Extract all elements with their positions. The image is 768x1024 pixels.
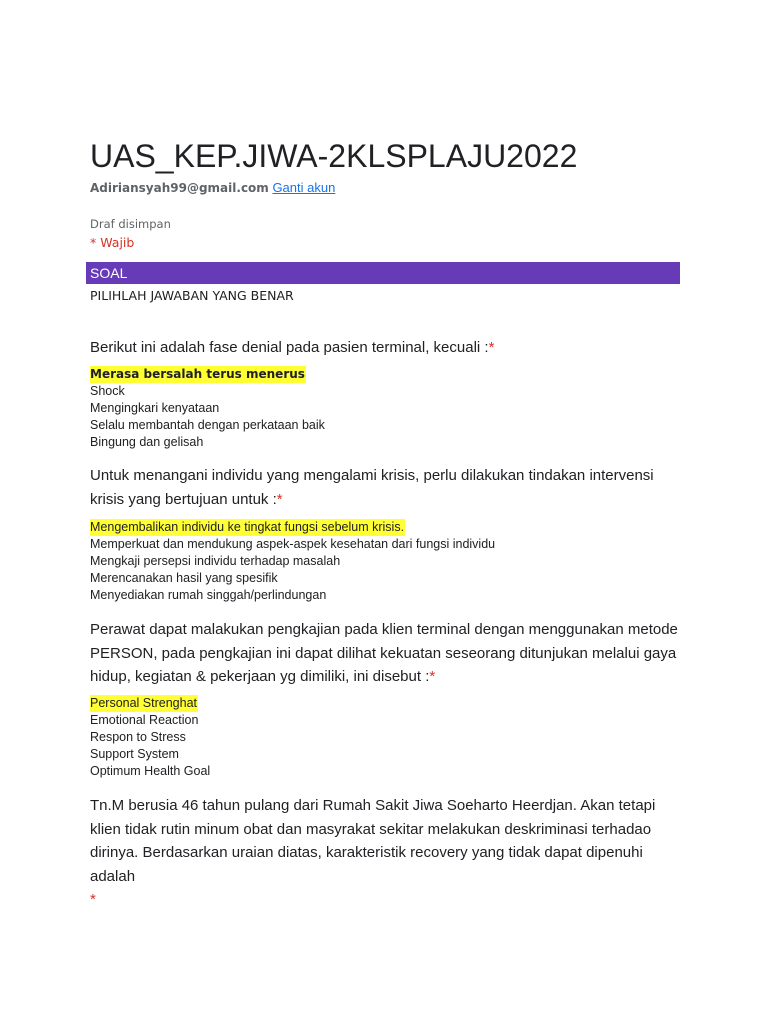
required-star: * [429, 668, 436, 685]
draft-status: Draf disimpan [90, 217, 171, 231]
option[interactable]: Mengingkari kenyataan [90, 401, 220, 415]
option[interactable]: Optimum Health Goal [90, 764, 211, 778]
question-3-options [90, 695, 210, 780]
question-1-text [90, 336, 680, 360]
option[interactable]: Support System [90, 747, 179, 761]
question-text: Untuk menangani individu yang mengalami krisis, perlu dilakukan tindakan intervensi krisis yang bertujuan untuk : [90, 467, 654, 508]
required-star: * [488, 339, 495, 356]
question-2-text [90, 464, 680, 511]
question-2-options [90, 519, 495, 604]
option[interactable]: Bingung dan gelisah [90, 435, 204, 449]
question-3-text [90, 618, 680, 689]
form-title: UAS_KEP.JIWA-2KLSPLAJU2022 [90, 138, 578, 174]
required-star: * [276, 490, 283, 508]
section-title: SOAL [90, 265, 128, 281]
option[interactable]: Menyediakan rumah singgah/perlindungan [90, 588, 327, 602]
option[interactable]: Emotional Reaction [90, 713, 199, 727]
section-header [86, 262, 680, 284]
option-selected[interactable]: Personal Strenghat [90, 696, 198, 710]
option[interactable]: Respon to Stress [90, 730, 186, 744]
required-star: * [90, 891, 96, 908]
question-1-options [90, 366, 325, 451]
option[interactable]: Merencanakan hasil yang spesifik [90, 571, 278, 585]
option[interactable]: Shock [90, 384, 125, 398]
account-line [90, 180, 335, 195]
question-text: Perawat dapat malakukan pengkajian pada klien terminal dengan menggunakan metode PERSON, pada pengkajian ini dapat dilihat kekuatan seseorang ditunjukan melalui gaya hidup, kegiatan & pekerjaan yg dimiliki, ini disebut : [90, 621, 678, 685]
question-text: Tn.M berusia 46 tahun pulang dari Rumah Sakit Jiwa Soeharto Heerdjan. Akan tetapi klien tidak rutin minum obat dan masyrakat sekitar melakukan deskriminasi terhadao dirinya. Berdasarkan uraian diatas, karakteristik recovery yang tidak dapat dipenuhi adalah [90, 797, 656, 885]
option[interactable]: Selalu membantah dengan perkataan baik [90, 418, 325, 432]
option-selected[interactable]: Mengembalikan individu ke tingkat fungsi sebelum krisis. [90, 520, 405, 534]
section-description: PILIHLAH JAWABAN YANG BENAR [90, 288, 294, 303]
question-4-text [90, 794, 680, 912]
option[interactable]: Mengkaji persepsi individu terhadap masalah [90, 554, 341, 568]
option-selected[interactable]: Merasa bersalah terus menerus [90, 367, 305, 381]
switch-account-link[interactable]: Ganti akun [272, 180, 336, 195]
question-text: Berikut ini adalah fase denial pada pasien terminal, kecuali : [90, 339, 489, 356]
required-note: * Wajib [90, 235, 135, 250]
account-email: Adiriansyah99@gmail.com [90, 181, 269, 195]
option[interactable]: Memperkuat dan mendukung aspek-aspek kesehatan dari fungsi individu [90, 537, 496, 551]
